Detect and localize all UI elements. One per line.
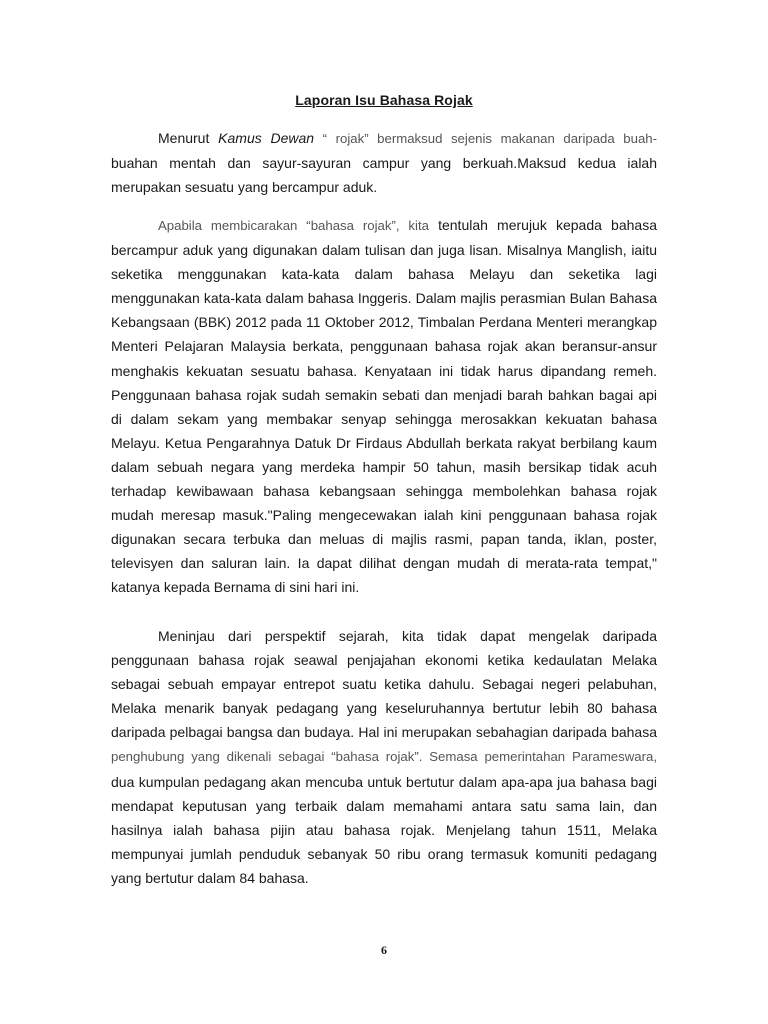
document-title: Laporan Isu Bahasa Rojak xyxy=(295,92,473,108)
paragraph-2-light-text: Apabila membicarakan “bahasa rojak”, kita xyxy=(158,218,429,233)
paragraph-1-source: Kamus Dewan xyxy=(218,130,315,146)
paragraph-3-lead: Meninjau dari perspektif sejarah, kita tidak dapat mengelak daripada penggunaan bahasa rojak seawal penjajahan ekonomi ketika kedaulatan Melaka sebagai sebuah empayar entrepot suatu ketika dahulu. Sebagai negeri pelabuhan, Melaka menarik banyak pedagang yang keseluruhannya bertutur lebih 80 bahasa daripada pelbagai bangsa dan budaya. Hal ini merupakan sebahagian daripada bahasa xyxy=(111,628,657,741)
paragraph-1-light-text: “ rojak” bermaksud sejenis makanan daripada buah- xyxy=(314,131,658,146)
paragraph-1-rest: buahan mentah dan sayur-sayuran campur yang berkuah.Maksud kedua ialah merupakan sesuatu yang bercampur aduk. xyxy=(111,155,657,196)
paragraph-1-lead: Menurut xyxy=(158,130,219,146)
paragraph-1 xyxy=(111,126,657,199)
page-number: 6 xyxy=(381,943,387,957)
paragraph-3 xyxy=(111,624,657,890)
paragraph-3-rest: dua kumpulan pedagang akan mencuba untuk bertutur dalam apa-apa jua bahasa bagi mendapat keputusan yang terbaik dalam memahami antara satu sama lain, dan hasilnya ialah bahasa pijin atau bahasa rojak. Menjelang tahun 1511, Melaka mempunyai jumlah penduduk sebanyak 50 ribu orang termasuk komuniti pedagang yang bertutur dalam 84 bahasa. xyxy=(111,773,657,886)
paragraph-3-light-text: penghubung yang dikenali sebagai “bahasa rojak”. Semasa pemerintahan Parameswara, xyxy=(111,749,657,765)
paragraph-2 xyxy=(111,213,657,600)
paragraph-2-rest: tentulah merujuk kepada bahasa bercampur aduk yang digunakan dalam tulisan dan juga lisan. Misalnya Manglish, iaitu seketika menggunakan kata-kata dalam bahasa Melayu dan seketika lagi menggunakan kata-kata dalam bahasa Inggeris. Dalam majlis perasmian Bulan Bahasa Kebangsaan (BBK) 2012 pada 11 Oktober 2012, Timbalan Perdana Menteri merangkap Menteri Pelajaran Malaysia berkata, penggunaan bahasa rojak akan beransur-ansur menghakis kekuatan sesuatu bahasa. Kenyataan ini tidak harus dipandang remeh. Penggunaan bahasa rojak sudah semakin sebati dan menjadi barah bahkan bagai api di dalam sekam yang membakar senyap sehingga merosakkan kekuatan bahasa Melayu. Ketua Pengarahnya Datuk Dr Firdaus Abdullah berkata rakyat berbilang kaum dalam sebuah negara yang merdeka hampir 50 tahun, masih bersikap tidak acuh terhadap kewibawaan bahasa kebangsaan sehingga membolehkan bahasa rojak mudah meresap masuk."Paling mengecewakan ialah kini penggunaan bahasa rojak digunakan secara terbuka dan meluas di majlis rasmi, papan tanda, iklan, poster, televisyen dan saluran lain. Ia dapat dilihat dengan mudah di merata-rata tempat," katanya kepada Bernama di sini hari ini. xyxy=(111,217,657,596)
